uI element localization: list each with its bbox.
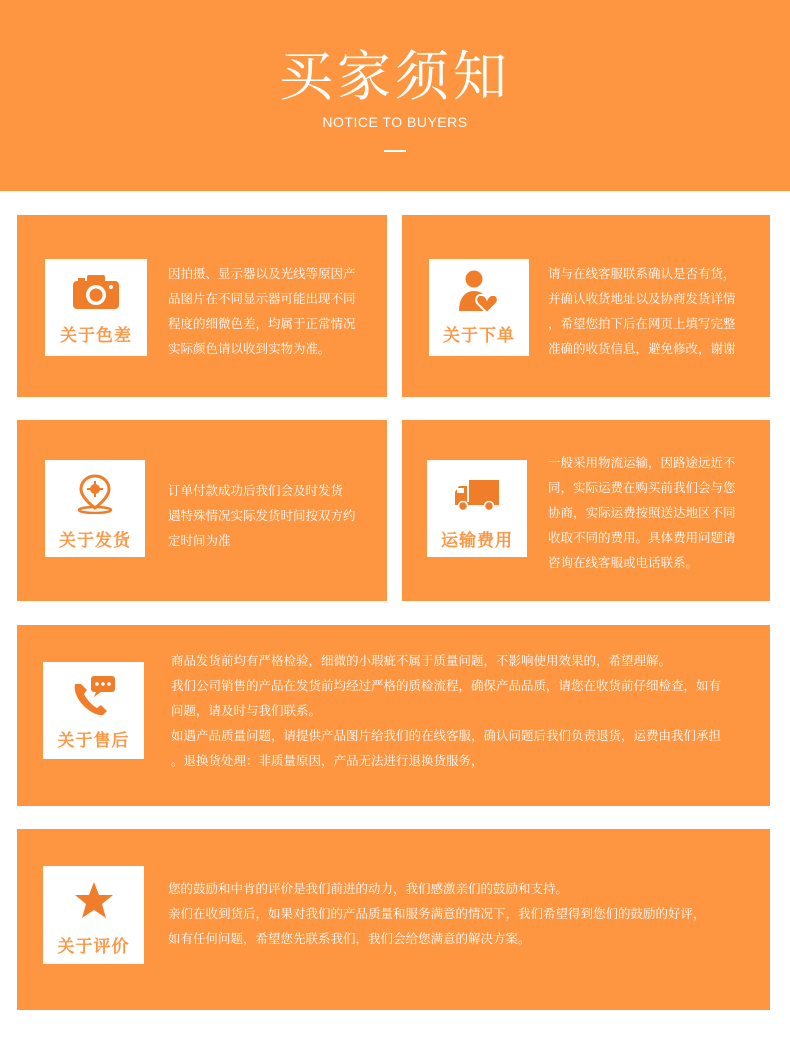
text-line: 如有任何问题，希望您先联系我们，我们会给您满意的解决方案。 — [168, 931, 531, 946]
text-line: 因拍摄、显示器以及光线等原因产 — [168, 266, 356, 281]
label-after-sales: 关于售后 — [57, 731, 130, 751]
text-line: 。退换货处理：非质量原因，产品无法进行退换货服务， — [171, 753, 484, 768]
text-line: 咨询在线客服或电话联系。 — [548, 555, 699, 570]
card-review — [17, 829, 770, 1010]
card-after-sales — [17, 625, 770, 806]
label-shipping: 关于发货 — [59, 531, 131, 551]
title-divider — [384, 150, 406, 152]
header-banner — [0, 0, 790, 191]
user-heart-icon — [457, 269, 501, 315]
icon-box-order — [429, 259, 529, 356]
text-review — [168, 876, 766, 951]
text-line: 遇特殊情况实际发货时间按双方约 — [168, 508, 356, 523]
text-order — [548, 261, 766, 361]
text-freight — [548, 450, 766, 575]
text-line: 同，实际运费在购买前我们会与您 — [548, 480, 736, 495]
icon-box-after-sales — [43, 662, 144, 759]
page-title: 买家须知 — [279, 45, 511, 108]
text-line: 亲们在收到货后，如果对我们的产品质量和服务满意的情况下，我们希望得到您们的鼓励的好评， — [168, 906, 706, 921]
location-pin-icon — [75, 474, 115, 514]
text-after-sales — [171, 648, 766, 773]
text-line: 请与在线客服联系确认是否有货， — [548, 266, 736, 281]
text-line: 您的鼓励和中肯的评价是我们前进的动力，我们感激亲们的鼓励和支持。 — [168, 881, 569, 896]
text-line: 品图片在不同显示器可能出现不同 — [168, 291, 356, 306]
icon-box-review — [43, 866, 144, 964]
card-freight — [402, 420, 770, 601]
label-review: 关于评价 — [57, 937, 130, 957]
text-line: 准确的收货信息，避免修改，谢谢 — [548, 341, 736, 356]
text-shipping — [168, 478, 383, 553]
label-freight: 运输费用 — [441, 531, 513, 551]
text-line: 定时间为准 — [168, 533, 231, 548]
card-shipping — [17, 420, 387, 601]
truck-icon — [453, 478, 501, 512]
text-line: 如遇产品质量问题，请提供产品图片给我们的在线客服，确认问题后我们负责退货，运费由我们承担 — [171, 728, 722, 743]
phone-chat-icon — [71, 674, 117, 718]
text-color-diff — [168, 261, 383, 361]
star-icon — [73, 880, 115, 920]
card-color-diff — [17, 215, 387, 397]
icon-box-color-diff — [45, 259, 147, 356]
text-line: 商品发货前均有严格检验，细微的小瑕疵不属于质量问题，不影响使用效果的，希望理解。 — [171, 653, 672, 668]
text-line: 我们公司销售的产品在发货前均经过严格的质检流程，确保产品品质，请您在收货前仔细检查，如有 — [171, 678, 722, 693]
text-line: 问题，请及时与我们联系。 — [171, 703, 322, 718]
card-order — [402, 215, 770, 397]
icon-box-shipping — [45, 460, 145, 557]
camera-icon — [71, 273, 121, 311]
text-line: 订单付款成功后我们会及时发货 — [168, 483, 344, 498]
text-line: 程度的细微色差，均属于正常情况 — [168, 316, 356, 331]
text-line: 协商，实际运费按照送达地区不同 — [548, 505, 736, 520]
label-order: 关于下单 — [443, 326, 515, 346]
text-line: ，希望您拍下后在网页上填写完整 — [548, 316, 736, 331]
page-subtitle: NOTICE TO BUYERS — [322, 114, 468, 130]
label-color-diff: 关于色差 — [60, 326, 132, 346]
text-line: 一般采用物流运输，因路途远近不 — [548, 455, 736, 470]
text-line: 实际颜色请以收到实物为准。 — [168, 341, 331, 356]
text-line: 收取不同的费用。具体费用问题请 — [548, 530, 736, 545]
text-line: 并确认收货地址以及协商发货详情 — [548, 291, 736, 306]
icon-box-freight — [427, 460, 527, 557]
